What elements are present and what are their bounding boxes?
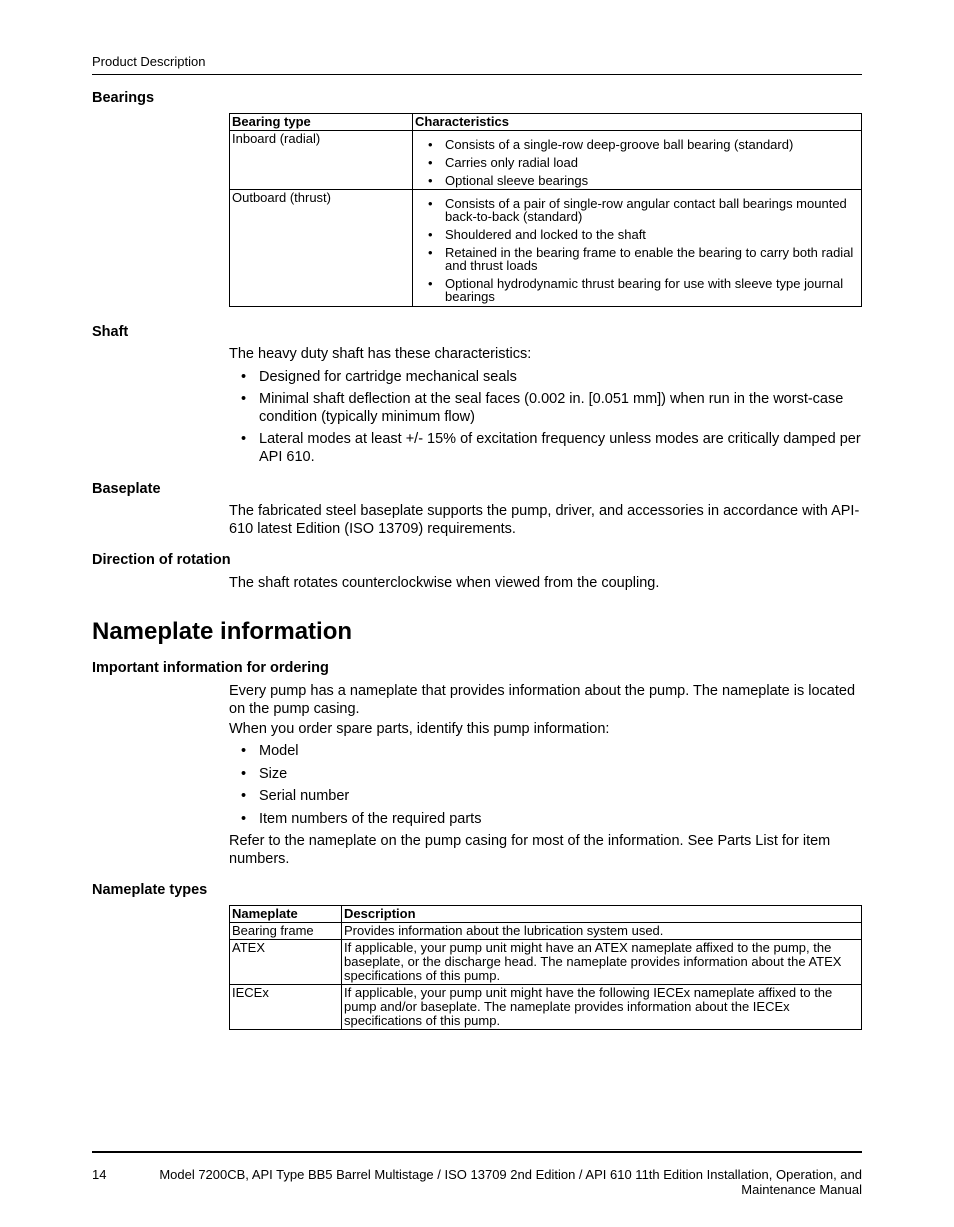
ordering-section [229,682,862,868]
characteristics-list [415,197,859,303]
characteristics-cell [413,131,862,190]
list-item: • Optional sleeve bearings [415,174,859,187]
table-row [230,131,862,190]
nameplate-cell: Bearing frame [230,923,342,940]
column-header-nameplate: Nameplate [230,906,342,923]
bearings-table-header-row [230,114,862,131]
list-item: • Model [229,742,862,760]
description-cell: If applicable, your pump unit might have an ATEX nameplate affixed to the pump, the baseplate, or the discharge head. The nameplate provides information about the ATEX specifications of this pump. [342,940,862,985]
bearing-type-cell: Inboard (radial) [230,131,413,190]
shaft-heading: Shaft [92,324,129,340]
manual-title-line: Model 7200CB, API Type BB5 Barrel Multistage / ISO 13709 2nd Edition / API 610 11th Edition Installation, Operation, and [159,1167,862,1182]
rotation-text: The shaft rotates counterclockwise when viewed from the coupling. [229,575,660,591]
page-number: 14 [92,1167,107,1182]
shaft-list [229,368,862,466]
nameplate-table-header-row [230,906,862,923]
ordering-paragraph: Every pump has a nameplate that provides information about the pump. The nameplate is located on the pump casing. [229,683,856,717]
table-row [230,985,862,1030]
list-item: • Optional hydrodynamic thrust bearing for use with sleeve type journal bearings [415,277,859,303]
list-item: • Retained in the bearing frame to enable the bearing to carry both radial and thrust loads [415,246,859,272]
nameplate-cell: ATEX [230,940,342,985]
footer-rule [92,1151,862,1153]
running-header: Product Description [92,54,206,69]
characteristics-list [415,138,859,187]
ordering-heading: Important information for ordering [92,660,329,676]
nameplate-section-title: Nameplate information [92,618,353,645]
rotation-heading: Direction of rotation [92,552,231,568]
bearings-heading: Bearings [92,90,155,106]
table-row [230,923,862,940]
list-item: • Consists of a single-row deep-groove ball bearing (standard) [415,138,859,151]
manual-title [125,1167,862,1197]
list-item: • Item numbers of the required parts [229,810,862,828]
manual-title-line: Maintenance Manual [741,1182,862,1197]
table-row [230,190,862,307]
list-item: • Carries only radial load [415,156,859,169]
shaft-intro: The heavy duty shaft has these characteristics: [229,346,532,362]
column-header-bearing-type: Bearing type [230,114,413,131]
description-cell: If applicable, your pump unit might have the following IECEx nameplate affixed to the pump and/or baseplate. The nameplate provides information about the IECEx specifications of this pump. [342,985,862,1030]
bearings-table [229,113,862,307]
baseplate-heading: Baseplate [92,481,161,497]
description-cell: Provides information about the lubrication system used. [342,923,862,940]
characteristics-cell [413,190,862,307]
ordering-list [229,742,862,828]
nameplate-types-table [229,905,862,1030]
nameplate-types-heading: Nameplate types [92,882,208,898]
bearing-type-cell: Outboard (thrust) [230,190,413,307]
list-item: • Shouldered and locked to the shaft [415,228,859,241]
list-item: • Designed for cartridge mechanical seals [229,368,862,386]
column-header-characteristics: Characteristics [413,114,862,131]
shaft-section [229,345,862,466]
ordering-paragraph: Refer to the nameplate on the pump casing for most of the information. See Parts List for item numbers. [229,832,831,867]
baseplate-text: The fabricated steel baseplate supports the pump, driver, and accessories in accordance with API-610 latest Edition (ISO 13709) requirements. [229,503,860,537]
list-item: • Size [229,765,862,783]
ordering-paragraph: When you order spare parts, identify this pump information: [229,721,610,737]
list-item: • Minimal shaft deflection at the seal faces (0.002 in. [0.051 mm]) when run in the worst-case condition (typically minimum flow) [229,390,862,426]
header-rule [92,74,862,75]
list-item: • Serial number [229,787,862,805]
nameplate-cell: IECEx [230,985,342,1030]
column-header-description: Description [342,906,862,923]
list-item: • Consists of a pair of single-row angular contact ball bearings mounted back-to-back (standard) [415,197,859,223]
table-row [230,940,862,985]
list-item: • Lateral modes at least +/- 15% of excitation frequency unless modes are critically damped per API 610. [229,430,862,466]
